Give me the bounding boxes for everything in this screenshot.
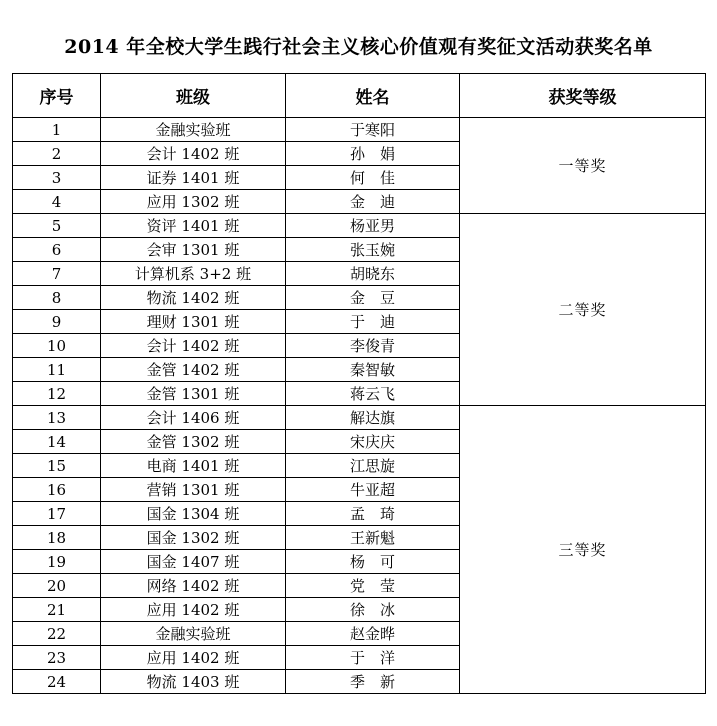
table-row [13,214,706,238]
cell-name: 解达旗 [286,406,460,430]
cell-index: 16 [13,478,101,502]
cell-index: 11 [13,358,101,382]
cell-name: 江思旋 [286,454,460,478]
cell-index: 12 [13,382,101,406]
cell-index: 6 [13,238,101,262]
cell-index: 10 [13,334,101,358]
cell-name: 赵金晔 [286,622,460,646]
cell-class: 金管 1402 班 [101,358,286,382]
cell-name: 孟 琦 [286,502,460,526]
cell-name: 金 迪 [286,190,460,214]
cell-class: 网络 1402 班 [101,574,286,598]
cell-name: 宋庆庆 [286,430,460,454]
cell-award-level: 三等奖 [460,406,706,694]
cell-class: 应用 1302 班 [101,190,286,214]
cell-class: 会审 1301 班 [101,238,286,262]
table-body [13,118,706,694]
cell-index: 1 [13,118,101,142]
cell-name: 季 新 [286,670,460,694]
cell-index: 9 [13,310,101,334]
cell-index: 14 [13,430,101,454]
cell-index: 2 [13,142,101,166]
cell-class: 资评 1401 班 [101,214,286,238]
cell-class: 物流 1402 班 [101,286,286,310]
cell-index: 18 [13,526,101,550]
cell-class: 营销 1301 班 [101,478,286,502]
cell-name: 牛亚超 [286,478,460,502]
cell-index: 8 [13,286,101,310]
cell-index: 15 [13,454,101,478]
cell-class: 国金 1304 班 [101,502,286,526]
cell-name: 于寒阳 [286,118,460,142]
cell-class: 金管 1301 班 [101,382,286,406]
cell-index: 19 [13,550,101,574]
header-class: 班级 [101,74,286,118]
cell-index: 23 [13,646,101,670]
cell-class: 国金 1302 班 [101,526,286,550]
cell-name: 党 莹 [286,574,460,598]
header-row [13,74,706,118]
cell-index: 20 [13,574,101,598]
cell-name: 杨 可 [286,550,460,574]
cell-index: 13 [13,406,101,430]
table-row [13,118,706,142]
cell-name: 于 洋 [286,646,460,670]
cell-class: 金融实验班 [101,118,286,142]
cell-name: 何 佳 [286,166,460,190]
cell-index: 22 [13,622,101,646]
cell-class: 会计 1402 班 [101,334,286,358]
header-index: 序号 [13,74,101,118]
award-list-table [12,73,706,694]
cell-name: 李俊青 [286,334,460,358]
cell-index: 3 [13,166,101,190]
cell-name: 蒋云飞 [286,382,460,406]
cell-class: 证券 1401 班 [101,166,286,190]
cell-award-level: 二等奖 [460,214,706,406]
cell-name: 孙 娟 [286,142,460,166]
cell-class: 计算机系 3+2 班 [101,262,286,286]
cell-index: 5 [13,214,101,238]
cell-index: 4 [13,190,101,214]
cell-award-level: 一等奖 [460,118,706,214]
cell-index: 21 [13,598,101,622]
cell-class: 国金 1407 班 [101,550,286,574]
document-title: 2014 年全校大学生践行社会主义核心价值观有奖征文活动获奖名单 [64,36,653,58]
cell-class: 理财 1301 班 [101,310,286,334]
cell-class: 金管 1302 班 [101,430,286,454]
cell-class: 会计 1402 班 [101,142,286,166]
cell-index: 7 [13,262,101,286]
cell-index: 24 [13,670,101,694]
cell-name: 胡晓东 [286,262,460,286]
header-level: 获奖等级 [460,74,706,118]
cell-name: 张玉婉 [286,238,460,262]
cell-class: 物流 1403 班 [101,670,286,694]
cell-class: 应用 1402 班 [101,598,286,622]
cell-name: 金 豆 [286,286,460,310]
cell-class: 应用 1402 班 [101,646,286,670]
table-row [13,406,706,430]
header-name: 姓名 [286,74,460,118]
cell-name: 于 迪 [286,310,460,334]
cell-class: 金融实验班 [101,622,286,646]
cell-name: 杨亚男 [286,214,460,238]
cell-name: 王新魁 [286,526,460,550]
cell-index: 17 [13,502,101,526]
cell-name: 秦智敏 [286,358,460,382]
cell-name: 徐 冰 [286,598,460,622]
cell-class: 电商 1401 班 [101,454,286,478]
cell-class: 会计 1406 班 [101,406,286,430]
